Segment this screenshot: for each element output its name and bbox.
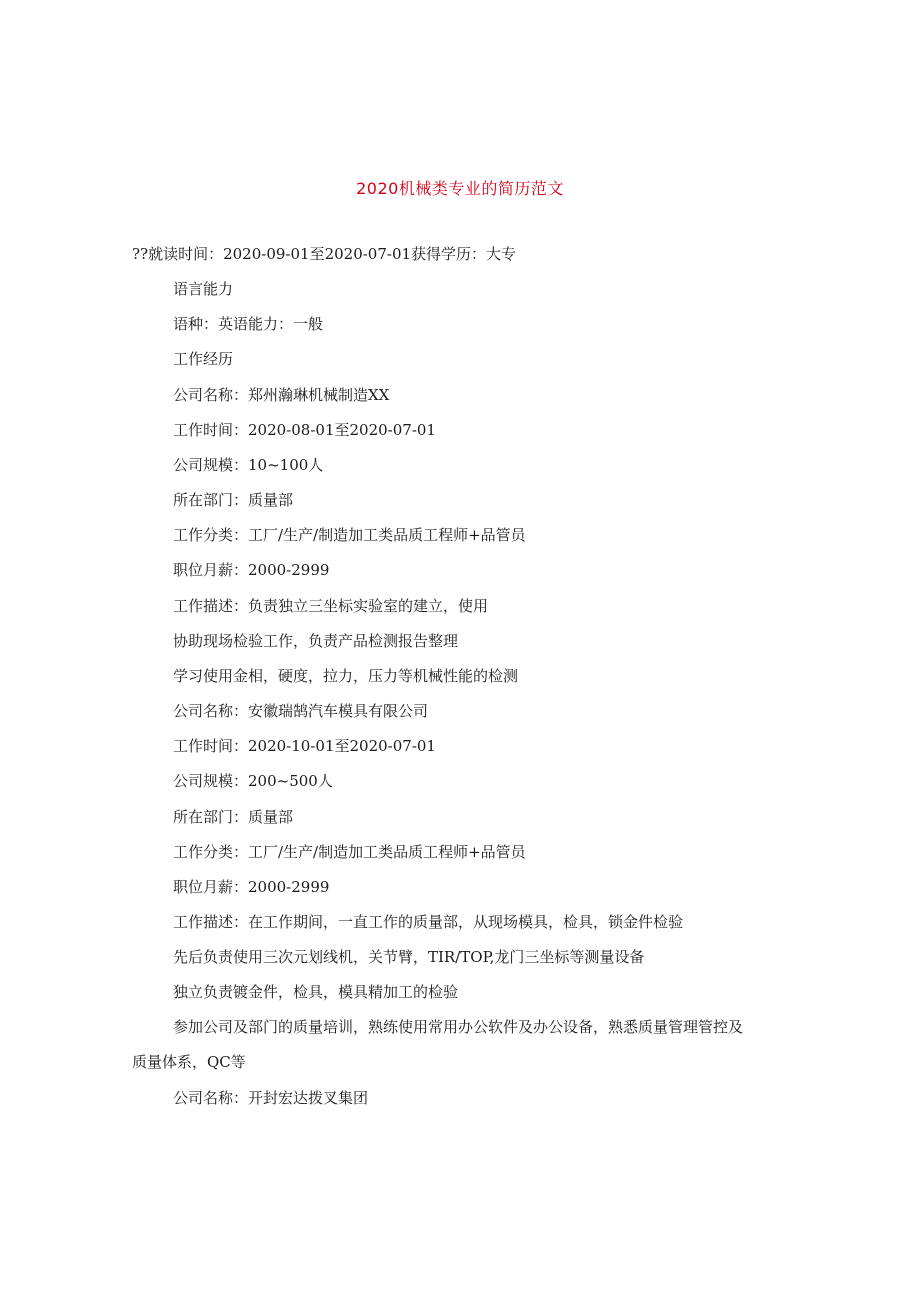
job-category-line: 工作分类：工厂/生产/制造加工类品质工程师+品管员: [173, 526, 526, 544]
company-size-line: 公司规模：10~100人: [173, 456, 324, 474]
company-size-line: 公司规模：200~500人: [173, 772, 333, 790]
salary-line: 职位月薪：2000-2999: [173, 878, 330, 896]
department-line: 所在部门：质量部: [173, 808, 294, 826]
section-heading-work: 工作经历: [173, 350, 234, 368]
description-detail-line: 先后负责使用三次元划线机，关节臂，TIR/TOP,龙门三坐标等测量设备: [173, 948, 645, 966]
language-line: 语种：英语能力：一般: [173, 315, 324, 333]
job-description-line: 工作描述：负责独立三坐标实验室的建立，使用: [173, 597, 489, 615]
department-line: 所在部门：质量部: [173, 491, 294, 509]
section-heading-language: 语言能力: [173, 280, 234, 298]
job-category-line: 工作分类：工厂/生产/制造加工类品质工程师+品管员: [173, 843, 526, 861]
company-name-line: 公司名称：安徽瑞鹄汽车模具有限公司: [173, 702, 429, 720]
company-name-line: 公司名称：开封宏达拨叉集团: [173, 1089, 369, 1107]
education-period-line: ??就读时间：2020-09-01至2020-07-01获得学历：大专: [132, 245, 517, 263]
work-period-line: 工作时间：2020-10-01至2020-07-01: [173, 737, 436, 755]
description-detail-line: 学习使用金相，硬度，拉力，压力等机械性能的检测: [173, 667, 519, 685]
work-period-line: 工作时间：2020-08-01至2020-07-01: [173, 421, 436, 439]
company-name-line: 公司名称：郑州瀚琳机械制造XX: [173, 386, 390, 404]
description-detail-line: 独立负责镀金件，检具，模具精加工的检验: [173, 983, 459, 1001]
description-detail-paragraph: 参加公司及部门的质量培训，熟练使用常用办公软件及办公设备，熟悉质量管理管控及质量体系，QC等: [132, 1018, 744, 1071]
salary-line: 职位月薪：2000-2999: [173, 561, 330, 579]
description-detail-line: 协助现场检验工作，负责产品检测报告整理: [173, 632, 459, 650]
document-title: 2020机械类专业的简历范文: [356, 179, 564, 198]
job-description-line: 工作描述：在工作期间，一直工作的质量部，从现场模具，检具，锁金件检验: [173, 913, 684, 931]
